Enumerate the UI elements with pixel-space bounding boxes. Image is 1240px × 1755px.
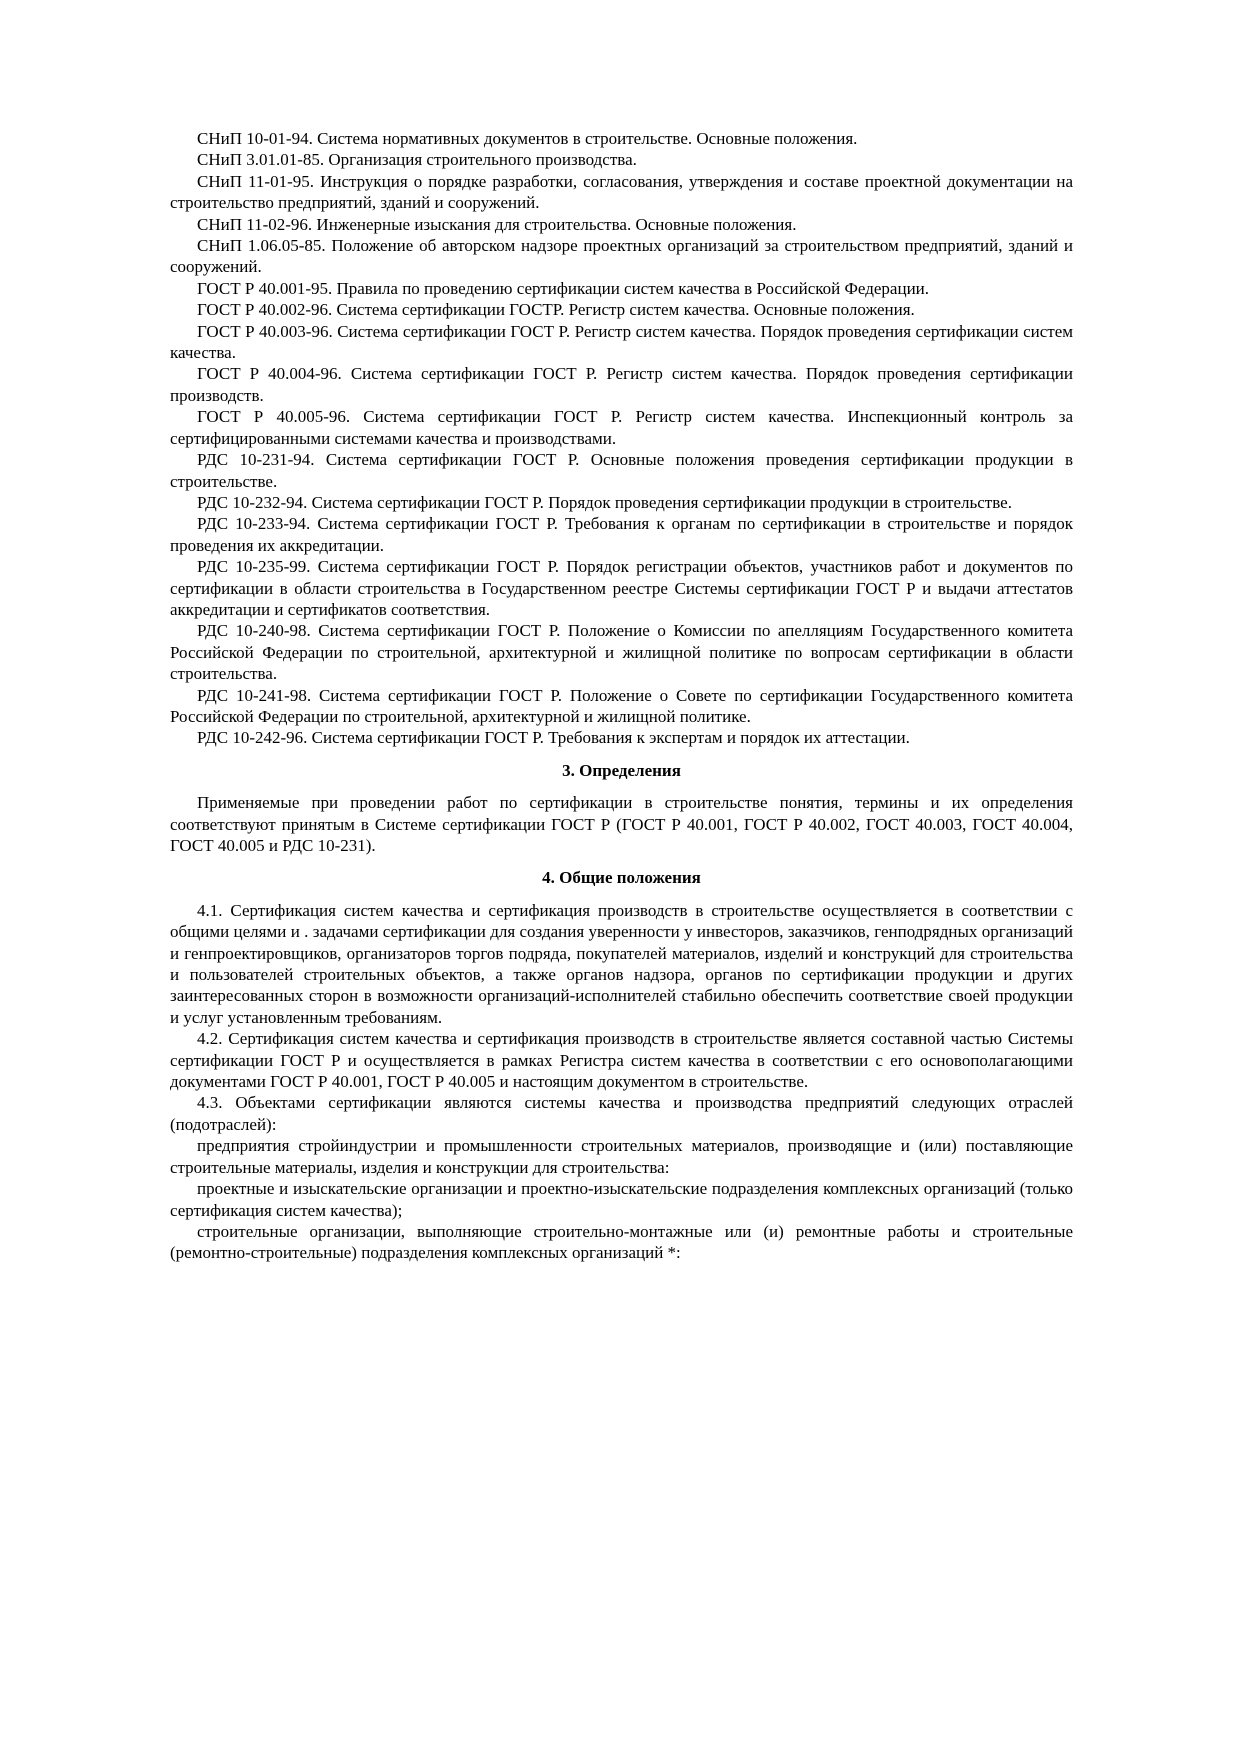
- paragraph: РДС 10-235-99. Система сертификации ГОСТ Р. Порядок регистрации объектов, участников работ и документов по сертификации в области строительства в Государственном реестре Системы сертификации ГОСТ Р и выдачи аттестатов аккредитации и сертификатов соответствия.: [170, 557, 1073, 619]
- paragraph: РДС 10-231-94. Система сертификации ГОСТ Р. Основные положения проведения сертификации продукции в строительстве.: [170, 450, 1073, 491]
- paragraph: РДС 10-233-94. Система сертификации ГОСТ Р. Требования к органам по сертификации в строительстве и порядок проведения их аккредитации.: [170, 514, 1073, 555]
- paragraph: строительные организации, выполняющие строительно-монтажные или (и) ремонтные работы и строительные (ремонтно-строительные) подразделения комплексных организаций *:: [170, 1221, 1073, 1263]
- paragraph: СНиП 11-02-96. Инженерные изыскания для строительства. Основные положения.: [197, 214, 797, 234]
- paragraph: ГОСТ Р 40.004-96. Система сертификации ГОСТ Р. Регистр систем качества. Порядок проведения сертификации производств.: [170, 364, 1073, 405]
- paragraph: СНиП 3.01.01-85. Организация строительного производства.: [197, 150, 637, 170]
- section-heading: 3. Определения: [562, 760, 681, 780]
- paragraph: ГОСТ Р 40.005-96. Система сертификации ГОСТ Р. Регистр систем качества. Инспекционный контроль за сертифицированными системами качества и производствами.: [170, 407, 1073, 448]
- document-content: [170, 128, 1073, 1264]
- paragraph: РДС 10-241-98. Система сертификации ГОСТ Р. Положение о Совете по сертификации Государственного комитета Российской Федерации по строительной, архитектурной и жилищной политике.: [170, 685, 1073, 726]
- paragraph: 4.2. Сертификация систем качества и сертификация производств в строительстве является составной частью Системы сертификации ГОСТ Р и осуществляется в рамках Регистра систем качества в соответствии с его основополагающими документами ГОСТ Р 40.001, ГОСТ Р 40.005 и настоящим документом в строительстве.: [170, 1029, 1073, 1092]
- section-heading: 4. Общие положения: [542, 868, 701, 888]
- paragraph: предприятия стройиндустрии и промышленности строительных материалов, производящие и (или) поставляющие строительные материалы, изделия и конструкции для строительства:: [170, 1136, 1073, 1177]
- paragraph: проектные и изыскательские организации и проектно-изыскательские подразделения комплексных организаций (только сертификация систем качества);: [170, 1179, 1073, 1220]
- paragraph: РДС 10-232-94. Система сертификации ГОСТ Р. Порядок проведения сертификации продукции в строительстве.: [197, 492, 1012, 512]
- paragraph: РДС 10-242-96. Система сертификации ГОСТ Р. Требования к экспертам и порядок их аттестации.: [197, 728, 910, 748]
- paragraph: СНиП 10-01-94. Система нормативных документов в строительстве. Основные положения.: [197, 129, 858, 148]
- paragraph: СНиП 11-01-95. Инструкция о порядке разработки, согласования, утверждения и составе проектной документации на строительство предприятий, зданий и сооружений.: [170, 171, 1073, 213]
- paragraph: Применяемые при проведении работ по сертификации в строительстве понятия, термины и их определения соответствуют принятым в Системе сертификации ГОСТ Р (ГОСТ Р 40.001, ГОСТ Р 40.002, ГОСТ 40.003, ГОСТ 40.004, ГОСТ 40.005 и РДС 10-231).: [170, 793, 1073, 855]
- paragraph: СНиП 1.06.05-85. Положение об авторском надзоре проектных организаций за строительством предприятий, зданий и сооружений.: [170, 236, 1073, 277]
- paragraph: ГОСТ Р 40.001-95. Правила по проведению сертификации систем качества в Российской Федерации.: [197, 278, 930, 298]
- paragraph: РДС 10-240-98. Система сертификации ГОСТ Р. Положение о Комиссии по апелляциям Государственного комитета Российской Федерации по строительной, архитектурной и жилищной политике по вопросам сертификации в области строительства.: [170, 621, 1073, 684]
- paragraph: 4.3. Объектами сертификации являются системы качества и производства предприятий следующих отраслей (подотраслей):: [170, 1093, 1073, 1134]
- paragraph: ГОСТ Р 40.002-96. Система сертификации ГОСТР. Регистр систем качества. Основные положения.: [197, 300, 915, 320]
- paragraph: ГОСТ Р 40.003-96. Система сертификации ГОСТ Р. Регистр систем качества. Порядок проведения сертификации систем качества.: [170, 321, 1073, 363]
- paragraph: 4.1. Сертификация систем качества и сертификация производств в строительстве осуществляется в соответствии с общими целями и . задачами сертификации для создания уверенности у инвесторов, заказчиков, генподрядных организаций и генпроектировщиков, организаторов торгов подряда, покупателей материалов, изделий и конструкций для строительства и пользователей строительных объектов, а также органов надзора, органов по сертификации продукции и других заинтересованных сторон в возможности организаций-исполнителей стабильно обеспечить соответствие своей продукции и услуг установленным требованиям.: [170, 900, 1073, 1027]
